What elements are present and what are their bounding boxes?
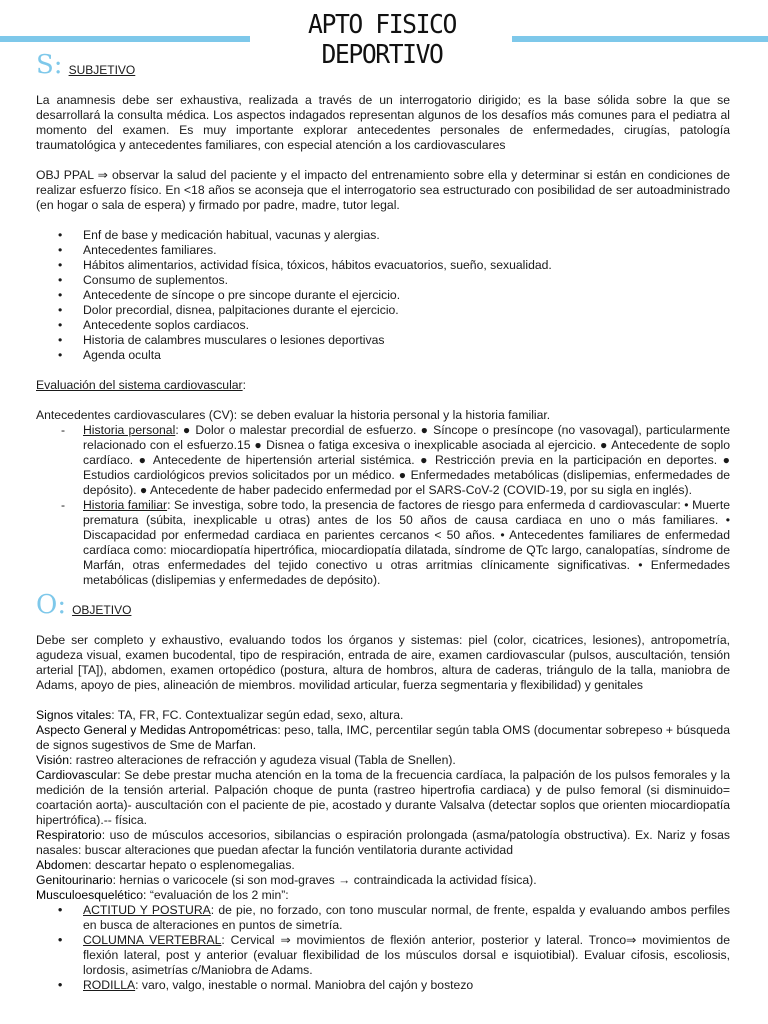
section-objetivo-heading [36,592,730,618]
list-item: • Dolor precordial, disnea, palpitaciones durante el ejercicio. [36,303,730,318]
historia-familiar-label: Historia familiar [83,498,168,512]
exam-entry: Abdomen: descartar hepato o esplenomegalias. [36,858,295,872]
anamnesis-list [36,228,730,363]
exam-entry: Aspecto General y Medidas Antropométricas: peso, talla, IMC, percentilar según tabla OMS (documentar sobrepeso + búsqueda de signos sugestivos de Sme de Marfan. [36,723,730,752]
exam-entry: Visión: rastreo alteraciones de refracción y agudeza visual (Tabla de Snellen). [36,753,456,767]
list-item: • Consumo de suplementos. [36,273,730,288]
exam-entry: Respiratorio: uso de músculos accesorios, sibilancias o espiración prolongada (asma/patología obstructiva). Ex. Nariz y fosas nasales: buscar alteraciones que puedan afectar la función ventilatoria durante actividad [36,828,730,857]
exam-entry: Musculoesquelético: “evaluación de los 2 min”: [36,888,289,902]
historia-familiar [36,498,730,588]
musculoesqueletico-list [36,903,730,993]
section-label-subjetivo: SUBJETIVO [68,63,136,77]
list-item: • ACTITUD Y POSTURA: de pie, no forzado, con tono muscular normal, de frente, espalda y evaluando ambos perfiles en busca de alteraciones en puntos de simetría. [36,903,730,933]
objetivo-intro: Debe ser completo y exhaustivo, evaluando todos los órganos y sistemas: piel (color, cicatrices, lesiones), antropometría, agudeza visual, examen bucodental, tipo de respiración, entrada de aire, examen cardiovascular (pulsos, auscultación, tensión arterial [TA]), abdomen, examen ortopédico (postura, altura de hombros, altura de caderas, triángulo de la talla, maniobra de Adams, apoyo de pies, alineación de miembros. movilidad articular, fuerza segmentaria y flexibilidad) y genitales [36,633,730,692]
exam-entry: Signos vitales: TA, FR, FC. Contextualizar según edad, sexo, altura. [36,708,404,722]
list-item: • Hábitos alimentarios, actividad física, tóxicos, hábitos evacuatorios, sueño, sexualidad. [36,258,730,273]
section-subjetivo-heading [36,52,730,78]
historia-familiar-text: : Se investiga, sobre todo, la presencia de factores de riesgo para enfermeda d cardiovascular: • Muerte prematura (súbita, inexplicable u otras) antes de los 50 años de causa cardiaca en uno o más familiares. • Discapacidad por enfermedad cardiaca en parientes cercanos < 50 años. • Antecedentes familiares de enfermedad cardíaca como: miocardiopatía hipertrófica, miocardiopatía dilatada, síndrome de QTc largo, canalopatías, síndrome de Marfán, otras enfermedades del tejido conectivo u otras arritmias clínicamente significativas. • Enfermedades metabólicas (dislipemias y enfermedades de depósito). [83,498,730,587]
historia-personal-label: Historia personal [83,423,176,437]
list-item: • RODILLA: varo, valgo, inestable o normal. Maniobra del cajón y bostezo [36,978,730,993]
section-letter-o: O: [36,590,67,620]
list-item: • Antecedentes familiares. [36,243,730,258]
list-item: • Antecedente soplos cardiacos. [36,318,730,333]
historia-personal [36,423,730,498]
list-item: • Enf de base y medicación habitual, vacunas y alergias. [36,228,730,243]
header-bar-right [512,36,768,42]
cv-heading-text: Evaluación del sistema cardiovascular [36,378,243,392]
list-item: • Agenda oculta [36,348,730,363]
document-body [36,52,730,993]
cv-intro: Antecedentes cardiovasculares (CV): se deben evaluar la historia personal y la historia familiar. [36,408,551,422]
cv-heading: Evaluación del sistema cardiovascular: [36,378,247,392]
subjetivo-obj-ppal: OBJ PPAL ⇒ observar la salud del paciente y el impacto del entrenamiento sobre ella y determinar si están en condiciones de realizar esfuerzo físico. En <18 años se aconseja que el interrogatorio sea estructurado con posibilidad de ser autoadministrado (en hogar o sala de espera) y firmado por padre, madre, tutor legal. [36,168,730,212]
subjetivo-intro: La anamnesis debe ser exhaustiva, realizada a través de un interrogatorio dirigido; es la base sólida sobre la que se desarrollará la consulta médica. Los aspectos indagados representan algunos de los desafíos más comunes para el pediatra al momento del examen. Es muy importante explorar antecedentes personales de enfermedades, cirugías, patología traumatológica y antecedentes familiares, con especial atención a los cardiovasculares [36,93,730,152]
historia-personal-text: : ● Dolor o malestar precordial de esfuerzo. ● Síncope o presíncope (no vasovagal), particularmente relacionado con el esfuerzo.15 ● Disnea o fatiga excesiva o inexplicable asociada al ejercicio. ● Antecedente de soplo cardíaco. ● Antecedente de hipertensión arterial sistémica. ● Restricción previa en la participación en deportes. ● Estudios cardiológicos previos solicitados por un médico. ● Enfermedades metabólicas (dislipemias, enfermedades de depósito). ● Antecedente de haber padecido enfermedad por el SARS-CoV-2 (COVID-19, por su sigla en inglés). [83,423,731,497]
list-item: • Historia de calambres musculares o lesiones deportivas [36,333,730,348]
header-bar-left [0,36,250,42]
exam-entry: Genitourinario: hernias o varicocele (si son mod-graves → contraindicada la actividad física). [36,873,537,887]
section-label-objetivo: OBJETIVO [72,603,132,617]
list-item: • COLUMNA VERTEBRAL: Cervical ⇒ movimientos de flexión anterior, posterior y lateral. Tronco⇒ movimientos de flexión lateral, post y anterior (evaluar flexibilidad de los músculos dorsal e isquiotibial). Evaluar cifosis, escoliosis, lordosis, asimetrías c/Maniobra de Adams. [36,933,730,978]
exam-entry: Cardiovascular: Se debe prestar mucha atención en la toma de la frecuencia cardíaca, la palpación de los pulsos femorales y la medición de la tensión arterial. Palpación choque de punta (rastreo hipertrofia cardiaca) y de pulso femoral (si disminuido= coartación aorta)- auscultación con el paciente de pie, acostado y durante Valsalva (detectar soplos que orienten miocardiopatía hipertrófica).-- física. [36,768,730,827]
section-letter-s: S: [36,50,63,80]
list-item: • Antecedente de síncope o pre sincope durante el ejercicio. [36,288,730,303]
page-title: APTO FISICO DEPORTIVO [308,10,456,70]
